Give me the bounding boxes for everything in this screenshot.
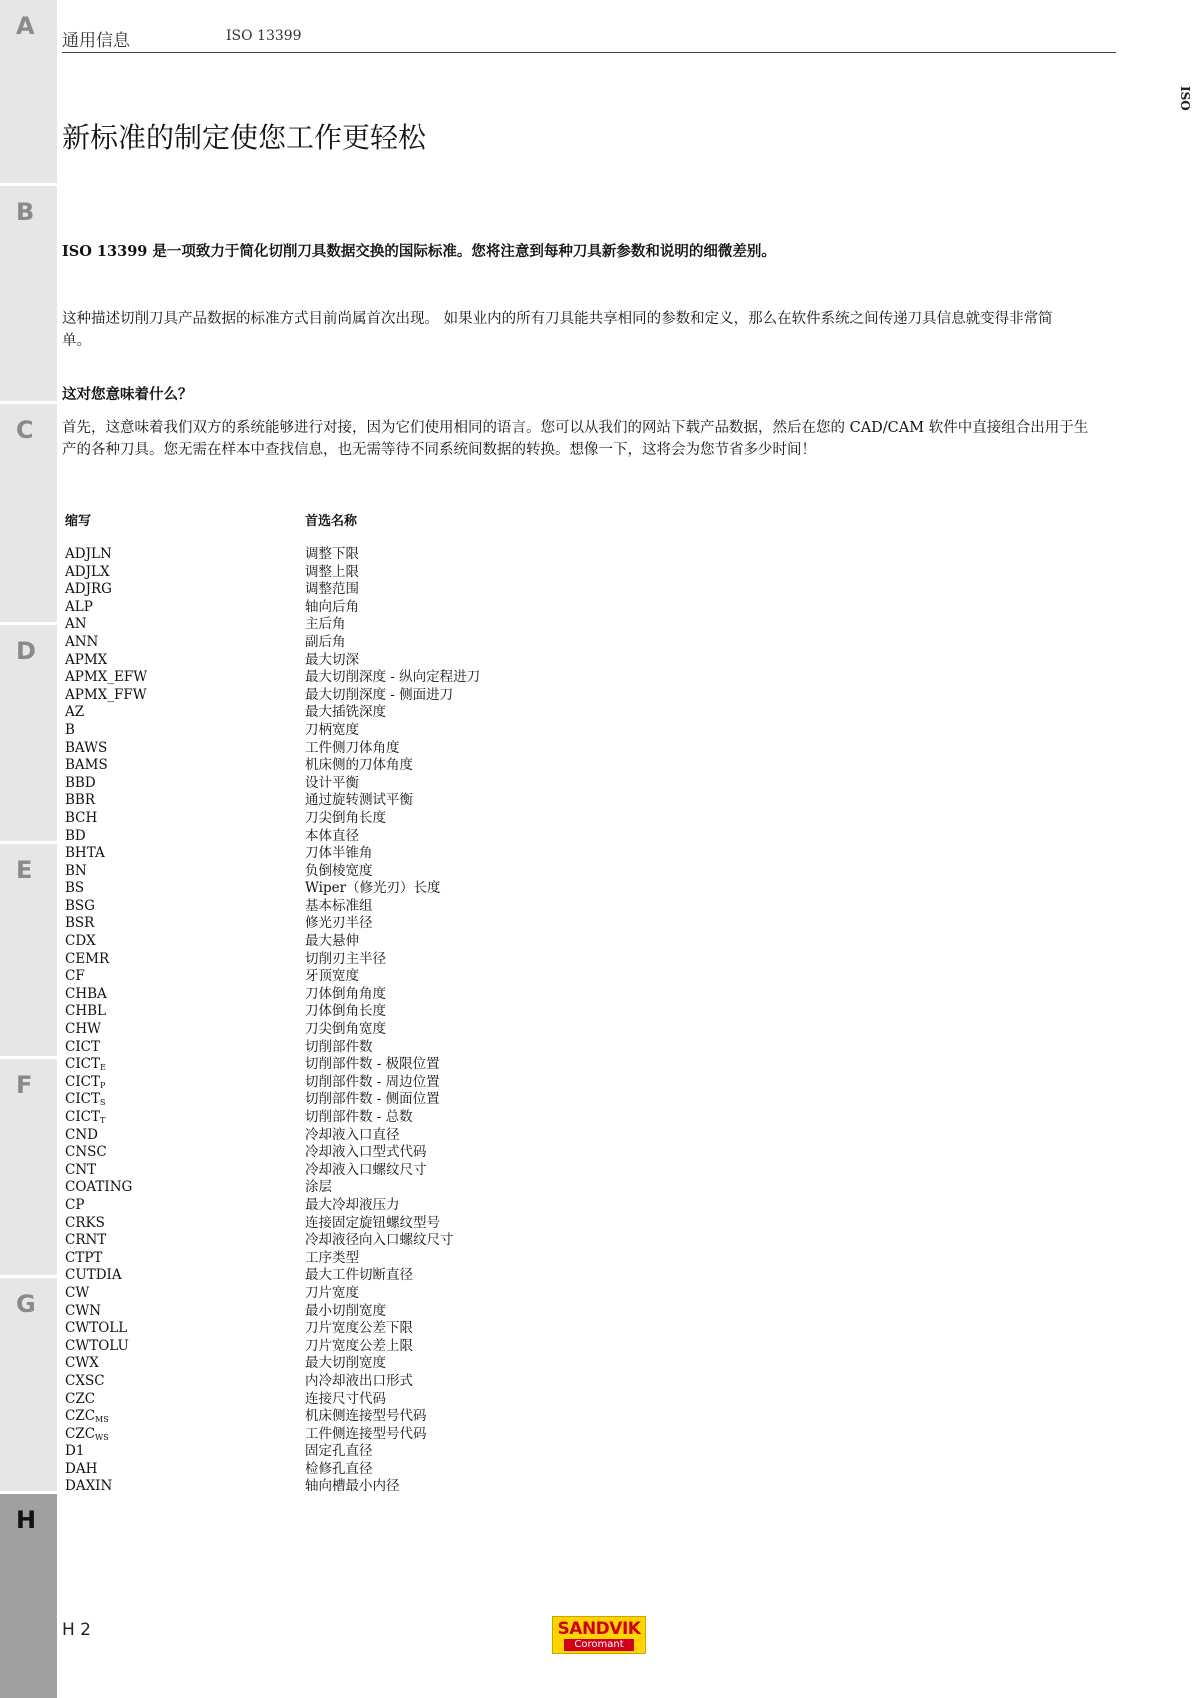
logo-brand: SANDVIK bbox=[557, 1618, 641, 1639]
table-row bbox=[65, 1179, 865, 1197]
abbreviation-cell bbox=[65, 669, 147, 687]
abbreviation-cell bbox=[65, 1478, 112, 1496]
preferred-name-cell: 修光刃半径 bbox=[305, 915, 373, 932]
abbreviation-text: BSR bbox=[65, 915, 95, 932]
column-header-abbreviation: 缩写 bbox=[65, 514, 92, 529]
preferred-name-cell: 刀柄宽度 bbox=[305, 721, 359, 738]
preferred-name-cell: 刀尖倒角宽度 bbox=[305, 1021, 386, 1038]
abbreviation-cell bbox=[65, 1039, 100, 1057]
table-row bbox=[65, 722, 865, 740]
abbreviation-text: CUTDIA bbox=[65, 1267, 122, 1284]
preferred-name-cell: 调整范围 bbox=[305, 581, 359, 598]
tab-b[interactable] bbox=[0, 186, 57, 401]
abbreviation-subscript: MS bbox=[95, 1415, 109, 1425]
preferred-name-cell: 轴向槽最小内径 bbox=[305, 1478, 400, 1495]
preferred-name-cell: 调整上限 bbox=[305, 563, 359, 580]
standard-label: ISO 13399 bbox=[226, 28, 302, 44]
abbreviation-cell bbox=[65, 968, 85, 986]
abbreviation-text: CEMR bbox=[65, 950, 110, 967]
table-row bbox=[65, 1478, 865, 1496]
table-row bbox=[65, 1074, 865, 1092]
abbreviation-cell bbox=[65, 1197, 84, 1215]
table-row bbox=[65, 564, 865, 582]
abbreviation-cell bbox=[65, 898, 95, 916]
table-row bbox=[65, 1109, 865, 1127]
preferred-name-cell: 刀尖倒角长度 bbox=[305, 809, 386, 826]
table-row bbox=[65, 1285, 865, 1303]
abbreviation-cell bbox=[65, 1127, 98, 1145]
abbreviation-text: ADJLN bbox=[65, 546, 112, 562]
sandvik-logo bbox=[552, 1616, 646, 1654]
abbreviation-text: DAXIN bbox=[65, 1478, 113, 1495]
table-row bbox=[65, 968, 865, 986]
abbreviation-text: ANN bbox=[65, 633, 99, 650]
preferred-name-cell: 切削部件数 - 极限位置 bbox=[305, 1056, 440, 1073]
column-header-name: 首选名称 bbox=[305, 514, 358, 529]
paragraph-1: 这种描述切削刀具产品数据的标准方式目前尚属首次出现。 如果业内的所有刀具能共享相同的参数和定义，那么在软件系统之间传递刀具信息就变得非常简单。 bbox=[62, 311, 1053, 349]
section-title: 通用信息 bbox=[62, 31, 130, 51]
abbreviation-cell bbox=[65, 740, 107, 758]
table-row bbox=[65, 581, 865, 599]
tab-c[interactable] bbox=[0, 404, 57, 622]
tab-g[interactable] bbox=[0, 1278, 57, 1491]
abbreviation-cell bbox=[65, 704, 84, 722]
abbreviation-text: CZC bbox=[65, 1425, 96, 1442]
abbreviation-text: CZC bbox=[65, 1408, 96, 1425]
preferred-name-cell: 最大工件切断直径 bbox=[305, 1267, 413, 1284]
preferred-name-cell: 最大悬伸 bbox=[305, 933, 359, 950]
abbreviation-cell bbox=[65, 599, 93, 617]
preferred-name-cell: 连接尺寸代码 bbox=[305, 1390, 386, 1407]
abbreviation-subscript: E bbox=[100, 1063, 106, 1073]
preferred-name-cell: 冷却液径向入口螺纹尺寸 bbox=[305, 1232, 454, 1249]
abbreviation-cell bbox=[65, 634, 98, 652]
abbreviation-cell bbox=[65, 652, 107, 670]
preferred-name-cell: 刀片宽度 bbox=[305, 1284, 359, 1301]
abbreviation-cell bbox=[65, 810, 97, 828]
abbreviation-text: BN bbox=[65, 862, 87, 879]
tab-a[interactable] bbox=[0, 0, 57, 183]
abbreviation-subscript: S bbox=[100, 1098, 106, 1108]
logo-sub: Coromant bbox=[564, 1639, 633, 1651]
table-row bbox=[65, 1003, 865, 1021]
table-row bbox=[65, 1303, 865, 1321]
abbreviation-text: CICT bbox=[65, 1091, 100, 1108]
table-row bbox=[65, 1461, 865, 1479]
abbreviation-cell bbox=[65, 1443, 84, 1461]
table-row bbox=[65, 634, 865, 652]
abbreviation-text: BCH bbox=[65, 809, 98, 826]
abbreviation-cell bbox=[65, 828, 86, 846]
abbreviation-cell bbox=[65, 1338, 129, 1356]
abbreviation-text: ALP bbox=[65, 598, 93, 615]
page-title: 新标准的制定使您工作更轻松 bbox=[62, 121, 427, 154]
preferred-name-cell: 最大切削宽度 bbox=[305, 1355, 386, 1372]
abbreviation-cell bbox=[65, 792, 95, 810]
abbreviation-text: CND bbox=[65, 1126, 98, 1143]
abbreviation-text: BS bbox=[65, 880, 85, 897]
abbreviation-cell bbox=[65, 1003, 106, 1021]
abbreviation-text: BHTA bbox=[65, 845, 105, 862]
table-row bbox=[65, 951, 865, 969]
table-row bbox=[65, 1443, 865, 1461]
abbreviation-text: BSG bbox=[65, 897, 95, 914]
table-row bbox=[65, 1197, 865, 1215]
abbreviation-text: CICT bbox=[65, 1056, 100, 1073]
abbreviation-text: CDX bbox=[65, 933, 96, 950]
abbreviation-text: CHW bbox=[65, 1021, 101, 1038]
table-row bbox=[65, 1056, 865, 1074]
abbreviation-cell bbox=[65, 564, 110, 582]
table-row bbox=[65, 1250, 865, 1268]
abbreviation-cell bbox=[65, 757, 108, 775]
table-row bbox=[65, 810, 865, 828]
abbreviation-cell bbox=[65, 1373, 105, 1391]
abbreviation-cell bbox=[65, 1303, 101, 1321]
paragraph-2: 首先，这意味着我们双方的系统能够进行对接，因为它们使用相同的语言。您可以从我们的网站下载产品数据，然后在您的 CAD/CAM 软件中直接组合出用于生产的各种刀具。您无需在样本中查找信息，也无需等待不同系统间数据的转换。想像一下，这将会为您节省多少时间！ bbox=[62, 420, 1089, 458]
preferred-name-cell: 切削部件数 bbox=[305, 1038, 373, 1055]
abbreviation-text: BAMS bbox=[65, 757, 108, 774]
tab-label: D bbox=[16, 637, 36, 665]
preferred-name-cell: 工件侧连接型号代码 bbox=[305, 1425, 427, 1442]
preferred-name-cell: 最小切削宽度 bbox=[305, 1302, 386, 1319]
table-row bbox=[65, 1355, 865, 1373]
table-row bbox=[65, 740, 865, 758]
table-row bbox=[65, 915, 865, 933]
table-row bbox=[65, 652, 865, 670]
tab-d[interactable] bbox=[0, 625, 57, 841]
abbreviation-subscript: WS bbox=[95, 1432, 109, 1442]
abbreviation-text: CXSC bbox=[65, 1372, 105, 1389]
table-row bbox=[65, 986, 865, 1004]
side-label: ISO bbox=[1178, 86, 1192, 111]
preferred-name-cell: 冷却液入口型式代码 bbox=[305, 1144, 427, 1161]
preferred-name-cell: 固定孔直径 bbox=[305, 1443, 373, 1460]
abbreviation-text: DAH bbox=[65, 1460, 98, 1477]
table-row bbox=[65, 1267, 865, 1285]
abbreviation-cell bbox=[65, 1232, 106, 1250]
preferred-name-cell: 切削部件数 - 侧面位置 bbox=[305, 1091, 440, 1108]
tab-label: H bbox=[16, 1506, 37, 1534]
abbreviation-cell bbox=[65, 986, 107, 1004]
section-tabs bbox=[0, 0, 57, 1698]
abbreviation-cell bbox=[65, 1461, 97, 1479]
table-row bbox=[65, 1039, 865, 1057]
table-row bbox=[65, 1320, 865, 1338]
abbreviation-text: CHBA bbox=[65, 985, 107, 1002]
abbreviation-text: CRNT bbox=[65, 1232, 107, 1249]
abbreviation-text: CP bbox=[65, 1196, 85, 1213]
abbreviation-text: CZC bbox=[65, 1390, 96, 1407]
table-row bbox=[65, 775, 865, 793]
abbreviation-cell bbox=[65, 581, 112, 599]
abbreviation-text: BBD bbox=[65, 774, 96, 791]
abbreviation-text: CICT bbox=[65, 1109, 100, 1125]
abbreviation-text: CNSC bbox=[65, 1144, 107, 1161]
table-row bbox=[65, 1426, 865, 1444]
table-row bbox=[65, 792, 865, 810]
abbreviation-text: ADJLX bbox=[65, 563, 110, 580]
table-row bbox=[65, 1373, 865, 1391]
table-row bbox=[65, 1408, 865, 1426]
tab-f[interactable] bbox=[0, 1059, 57, 1275]
abbreviation-cell bbox=[65, 775, 96, 793]
abbreviation-text: APMX_EFW bbox=[65, 669, 148, 686]
preferred-name-cell: 刀体倒角角度 bbox=[305, 985, 386, 1002]
table-row bbox=[65, 828, 865, 846]
abbreviation-cell bbox=[65, 687, 147, 705]
table-row bbox=[65, 1144, 865, 1162]
abbreviation-cell bbox=[65, 1285, 89, 1303]
abbreviation-text: APMX bbox=[65, 651, 108, 668]
table-row bbox=[65, 1215, 865, 1233]
preferred-name-cell: 检修孔直径 bbox=[305, 1460, 373, 1477]
preferred-name-cell: 基本标准组 bbox=[305, 897, 373, 914]
preferred-name-cell: 工件侧刀体角度 bbox=[305, 739, 400, 756]
preferred-name-cell: 切削部件数 - 总数 bbox=[305, 1109, 413, 1125]
preferred-name-cell: 主后角 bbox=[305, 616, 346, 633]
abbreviation-cell bbox=[65, 1267, 122, 1285]
table-row bbox=[65, 1391, 865, 1409]
abbreviation-cell bbox=[65, 546, 112, 564]
abbreviation-cell bbox=[65, 1179, 132, 1197]
abbreviation-cell bbox=[65, 951, 109, 969]
preferred-name-cell: 最大冷却液压力 bbox=[305, 1196, 400, 1213]
preferred-name-cell: 最大切深 bbox=[305, 651, 359, 668]
preferred-name-cell: 调整下限 bbox=[305, 546, 359, 562]
abbreviation-text: CTPT bbox=[65, 1249, 103, 1266]
abbreviation-cell bbox=[65, 1320, 127, 1338]
abbreviation-text: CRKS bbox=[65, 1214, 105, 1231]
preferred-name-cell: 刀体倒角长度 bbox=[305, 1003, 386, 1020]
abbreviation-text: D1 bbox=[65, 1443, 85, 1460]
abbreviation-text: CW bbox=[65, 1284, 90, 1301]
abbreviation-text: APMX_FFW bbox=[65, 686, 147, 703]
table-row bbox=[65, 1127, 865, 1145]
table-row bbox=[65, 599, 865, 617]
table-row bbox=[65, 687, 865, 705]
intro-text: ISO 13399 是一项致力于简化切削刀具数据交换的国际标准。您将注意到每种刀具新参数和说明的细微差别。 bbox=[62, 243, 776, 260]
preferred-name-cell: 涂层 bbox=[305, 1179, 332, 1196]
preferred-name-cell: 负倒棱宽度 bbox=[305, 862, 373, 879]
page-header bbox=[62, 24, 1116, 53]
abbreviation-text: AN bbox=[65, 616, 87, 633]
tab-h[interactable] bbox=[0, 1494, 57, 1698]
table-row bbox=[65, 933, 865, 951]
preferred-name-cell: 最大插铣深度 bbox=[305, 704, 386, 721]
preferred-name-cell: Wiper（修光刃）长度 bbox=[305, 880, 441, 897]
tab-e[interactable] bbox=[0, 844, 57, 1056]
abbreviation-text: B bbox=[65, 721, 75, 738]
preferred-name-cell: 机床侧连接型号代码 bbox=[305, 1408, 427, 1425]
abbreviation-cell bbox=[65, 915, 94, 933]
abbreviation-text: BBR bbox=[65, 792, 96, 809]
preferred-name-cell: 冷却液入口螺纹尺寸 bbox=[305, 1161, 427, 1178]
abbreviation-text: COATING bbox=[65, 1179, 133, 1196]
preferred-name-cell: 冷却液入口直径 bbox=[305, 1126, 400, 1143]
table-row bbox=[65, 863, 865, 881]
table-row bbox=[65, 1162, 865, 1180]
tab-label: B bbox=[16, 198, 35, 226]
preferred-name-cell: 最大切削深度 - 侧面进刀 bbox=[305, 686, 454, 703]
table-row bbox=[65, 1091, 865, 1109]
abbreviation-text: CICT bbox=[65, 1073, 100, 1090]
abbreviation-text: CWN bbox=[65, 1302, 102, 1319]
table-row bbox=[65, 1338, 865, 1356]
abbreviation-text: ADJRG bbox=[65, 581, 112, 598]
tab-label: F bbox=[16, 1071, 33, 1099]
preferred-name-cell: 牙顶宽度 bbox=[305, 968, 359, 985]
table-row bbox=[65, 880, 865, 898]
preferred-name-cell: 机床侧的刀体角度 bbox=[305, 757, 413, 774]
abbreviation-text: CNT bbox=[65, 1161, 97, 1178]
abbreviation-text: CICT bbox=[65, 1038, 100, 1055]
page-number: H 2 bbox=[62, 1620, 92, 1640]
preferred-name-cell: 通过旋转测试平衡 bbox=[305, 792, 413, 809]
table-row bbox=[65, 704, 865, 722]
abbreviation-cell bbox=[65, 722, 75, 740]
subheading: 这对您意味着什么？ bbox=[62, 386, 193, 403]
table-row bbox=[65, 669, 865, 687]
abbreviation-text: CF bbox=[65, 968, 85, 985]
abbreviation-cell bbox=[65, 1391, 95, 1409]
abbreviation-text: CWTOLL bbox=[65, 1320, 128, 1337]
abbreviation-cell bbox=[65, 616, 87, 634]
preferred-name-cell: 设计平衡 bbox=[305, 774, 359, 791]
preferred-name-cell: 连接固定旋钮螺纹型号 bbox=[305, 1214, 440, 1231]
table-row bbox=[65, 616, 865, 634]
tab-label: G bbox=[16, 1290, 36, 1318]
preferred-name-cell: 刀片宽度公差下限 bbox=[305, 1320, 413, 1337]
table-row bbox=[65, 1021, 865, 1039]
abbreviation-cell bbox=[65, 1162, 96, 1180]
preferred-name-cell: 刀体半锥角 bbox=[305, 845, 373, 862]
table-row bbox=[65, 546, 865, 564]
abbreviation-cell bbox=[65, 880, 84, 898]
tab-label: E bbox=[16, 856, 33, 884]
preferred-name-cell: 轴向后角 bbox=[305, 598, 359, 615]
abbreviation-text: CHBL bbox=[65, 1003, 106, 1020]
abbreviation-text: CWX bbox=[65, 1355, 99, 1372]
abbreviation-cell bbox=[65, 1021, 101, 1039]
abbreviation-text: BAWS bbox=[65, 739, 108, 756]
preferred-name-cell: 副后角 bbox=[305, 633, 346, 650]
abbreviation-cell bbox=[65, 1355, 99, 1373]
preferred-name-cell: 本体直径 bbox=[305, 827, 359, 844]
abbreviation-cell bbox=[65, 1250, 102, 1268]
preferred-name-cell: 内冷却液出口形式 bbox=[305, 1372, 413, 1389]
abbreviation-cell bbox=[65, 933, 96, 951]
preferred-name-cell: 最大切削深度 - 纵向定程进刀 bbox=[305, 669, 481, 686]
table-row bbox=[65, 1232, 865, 1250]
tab-label: A bbox=[16, 12, 35, 40]
table-row bbox=[65, 898, 865, 916]
abbreviation-text: CWTOLU bbox=[65, 1337, 129, 1354]
table-row bbox=[65, 845, 865, 863]
abbreviation-cell bbox=[65, 1215, 105, 1233]
abbreviation-subscript: T bbox=[100, 1116, 106, 1125]
preferred-name-cell: 切削刃主半径 bbox=[305, 950, 386, 967]
tab-label: C bbox=[16, 416, 34, 444]
preferred-name-cell: 工序类型 bbox=[305, 1249, 359, 1266]
abbreviation-text: BD bbox=[65, 827, 86, 844]
abbreviation-cell bbox=[65, 863, 87, 881]
preferred-name-cell: 刀片宽度公差上限 bbox=[305, 1337, 413, 1354]
abbreviation-cell bbox=[65, 845, 105, 863]
abbreviation-cell bbox=[65, 1144, 107, 1162]
abbreviation-table bbox=[65, 546, 865, 1496]
abbreviation-subscript: P bbox=[100, 1080, 106, 1090]
preferred-name-cell: 切削部件数 - 周边位置 bbox=[305, 1073, 440, 1090]
abbreviation-text: AZ bbox=[65, 704, 85, 721]
table-row bbox=[65, 757, 865, 775]
